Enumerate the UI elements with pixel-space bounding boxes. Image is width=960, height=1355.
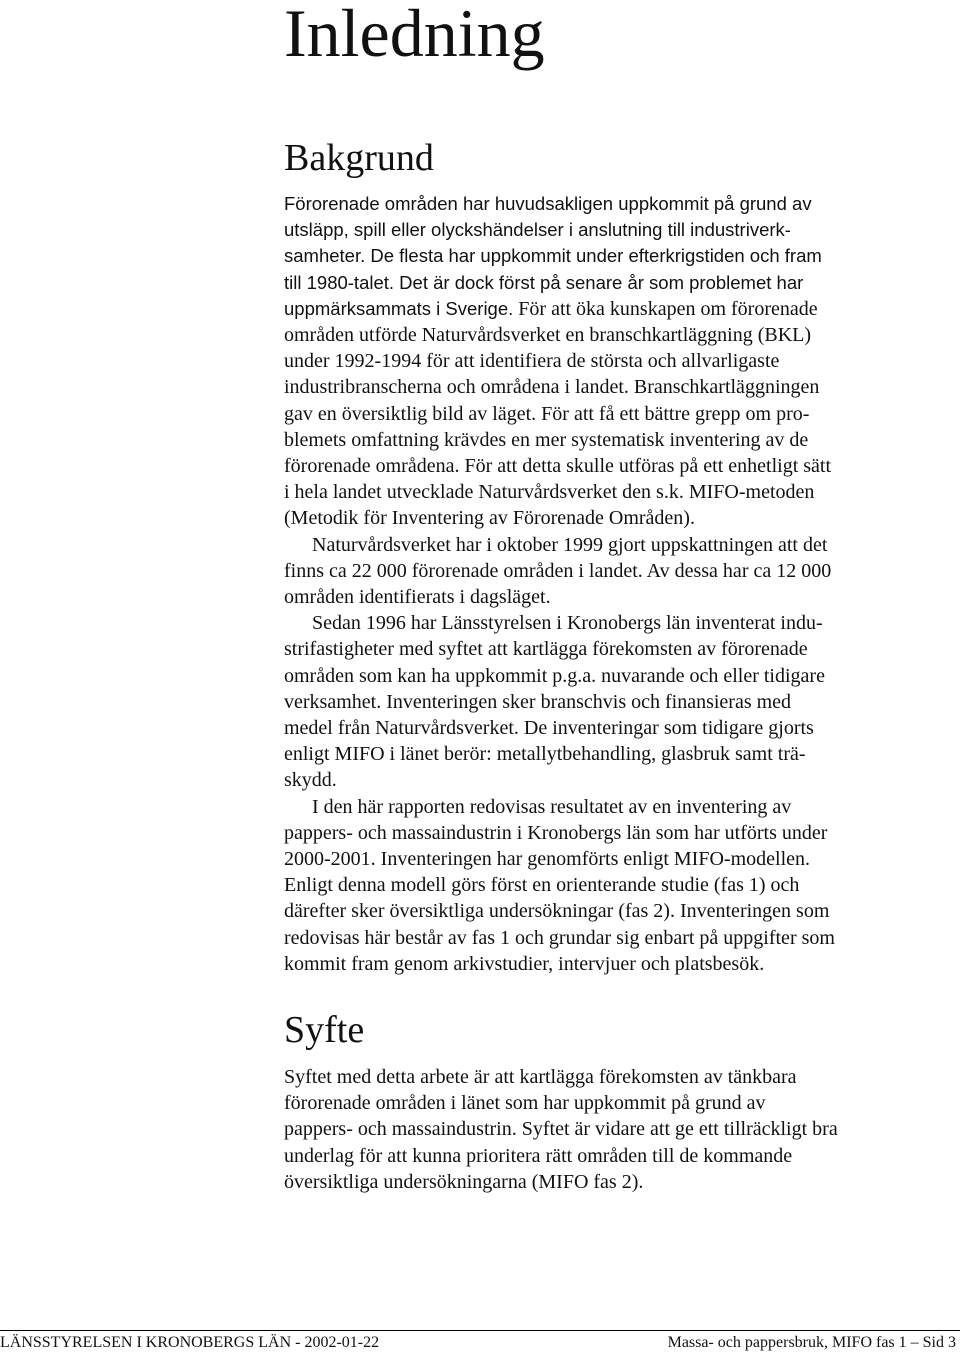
- footer-publisher-date: LÄNSSTYRELSEN I KRONOBERGS LÄN - 2002-01-22: [0, 1334, 380, 1351]
- syfte-body: [284, 1064, 944, 1195]
- text-line: samheter. De flesta har uppkommit under efterkrigstiden och fram: [284, 245, 822, 267]
- footer-page-info: Massa- och pappersbruk, MIFO fas 1 – Sid 3: [667, 1334, 956, 1351]
- text-line: områden som kan ha uppkommit p.g.a. nuvarande och eller tidigare: [284, 664, 825, 687]
- text-line: I den här rapporten redovisas resultatet av en inventering av: [312, 795, 792, 818]
- text-line: Enligt denna modell görs först en orienterande studie (fas 1) och: [284, 874, 800, 897]
- text-line: verksamhet. Inventeringen sker branschvis och finansieras med: [284, 690, 792, 713]
- text-line: i hela landet utvecklade Naturvårdsverket den s.k. MIFO-metoden: [284, 481, 815, 504]
- footer-divider: [0, 1330, 960, 1331]
- text-line: redovisas här består av fas 1 och grundar sig enbart på uppgifter som: [284, 926, 835, 949]
- text-line: industribranscherna och områdena i landet. Branschkartläggningen: [284, 376, 820, 399]
- text-line: under 1992-1994 för att identifiera de största och allvarligaste: [284, 350, 780, 373]
- text-line: enligt MIFO i länet berör: metallytbehandling, glasbruk samt trä-: [284, 743, 806, 766]
- text-line: kommit fram genom arkivstudier, intervjuer och platsbesök.: [284, 952, 765, 975]
- text-line: Förorenade områden har huvudsakligen uppkommit på grund av: [284, 193, 812, 214]
- text-line: finns ca 22 000 förorenade områden i landet. Av dessa har ca 12 000: [284, 559, 832, 582]
- page-title: Inledning: [284, 0, 545, 71]
- text-line: förorenade områdena. För att detta skulle utföras på ett enhetligt sätt: [284, 455, 832, 478]
- text-line: översiktliga undersökningarna (MIFO fas 2).: [284, 1170, 644, 1193]
- text-line: Syftet med detta arbete är att kartlägga förekomsten av tänkbara: [284, 1066, 797, 1088]
- text-line-mixed: [284, 296, 944, 322]
- text-line: områden utförde Naturvårdsverket en branschkartläggning (BKL): [284, 324, 812, 347]
- text-segment: uppmärksammats i Sverige.: [284, 297, 514, 319]
- text-line: blemets omfattning krävdes en mer systematisk inventering av de: [284, 428, 809, 451]
- text-line: pappers- och massaindustrin i Kronobergs län som har utförts under: [284, 821, 828, 844]
- text-line: gav en översiktlig bild av läget. För att få ett bättre grepp om pro-: [284, 402, 810, 425]
- text-line: därefter sker översiktliga undersökningar (fas 2). Inventeringen som: [284, 900, 830, 923]
- text-line: strifastigheter med syftet att kartlägga förekomsten av förorenade: [284, 638, 808, 661]
- text-line: underlag för att kunna prioritera rätt områden till de kommande: [284, 1144, 793, 1167]
- section-heading-syfte: Syfte: [284, 1009, 365, 1051]
- text-line: förorenade områden i länet som har uppkommit på grund av: [284, 1092, 766, 1115]
- text-line: Sedan 1996 har Länsstyrelsen i Kronobergs län inventerat indu-: [312, 612, 823, 635]
- text-line: Naturvårdsverket har i oktober 1999 gjort uppskattningen att det: [312, 533, 828, 556]
- section-heading-bakgrund: Bakgrund: [284, 137, 434, 179]
- text-line: (Metodik för Inventering av Förorenade Områden).: [284, 507, 695, 530]
- text-line: områden identifierats i dagsläget.: [284, 586, 551, 609]
- text-line: 2000-2001. Inventeringen har genomförts enligt MIFO-modellen.: [284, 848, 810, 871]
- text-segment: För att öka kunskapen om förorenade: [513, 297, 818, 320]
- text-line: utsläpp, spill eller olyckshändelser i anslutning till industriverk-: [284, 219, 791, 241]
- bakgrund-body: [284, 191, 944, 977]
- text-line: medel från Naturvårdsverket. De inventeringar som tidigare gjorts: [284, 717, 814, 740]
- text-line: skydd.: [284, 769, 337, 792]
- text-line: pappers- och massaindustrin. Syftet är vidare att ge ett tillräckligt bra: [284, 1118, 838, 1141]
- text-line: till 1980-talet. Det är dock först på senare år som problemet har: [284, 271, 804, 293]
